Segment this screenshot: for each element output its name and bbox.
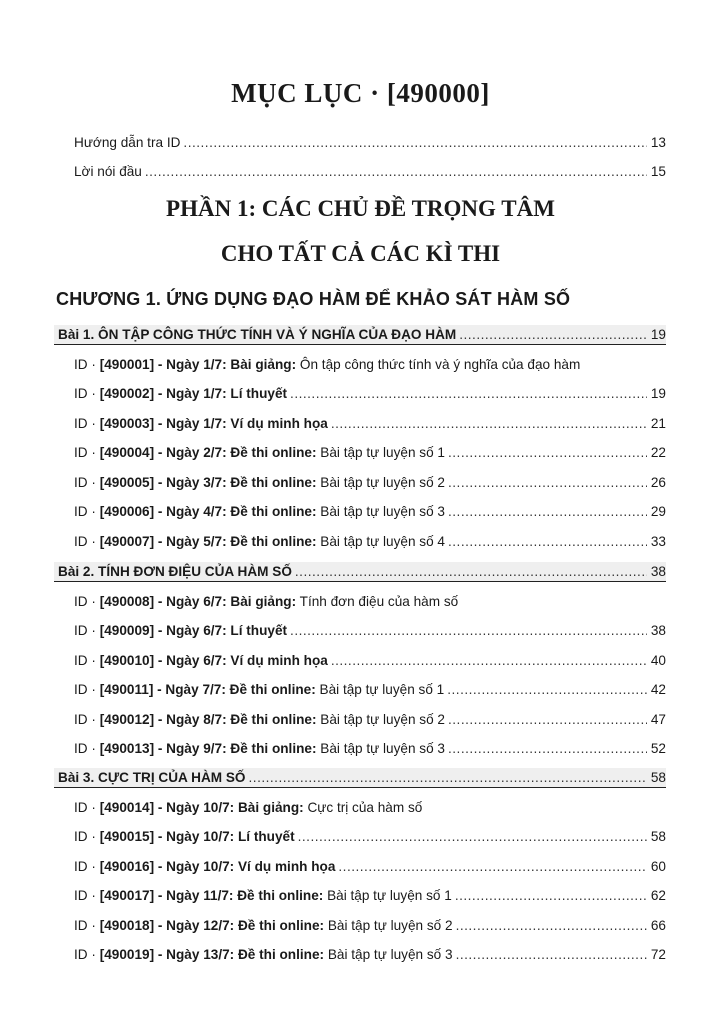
dot-leader xyxy=(448,473,647,493)
item-prefix: ID · xyxy=(74,741,100,756)
item-id: [490009] - Ngày 6/7: Lí thuyết xyxy=(99,623,288,638)
dot-leader xyxy=(448,739,647,759)
lesson-label: Bài 2. TÍNH ĐƠN ĐIỆU CỦA HÀM SỐ xyxy=(58,564,292,579)
dot-leader xyxy=(331,414,647,434)
toc-item[interactable] xyxy=(74,384,666,404)
item-prefix: ID · xyxy=(74,357,100,372)
item-label xyxy=(74,651,328,671)
item-label xyxy=(74,502,445,522)
toc-item[interactable] xyxy=(74,414,666,434)
item-desc: Bài tập tự luyện số 2 xyxy=(324,918,453,933)
toc-item[interactable] xyxy=(74,710,666,730)
item-id: [490018] - Ngày 12/7: Đề thi online: xyxy=(99,918,325,933)
item-label xyxy=(74,945,453,965)
item-id: [490006] - Ngày 4/7: Đề thi online: xyxy=(99,504,317,519)
item-page: 42 xyxy=(650,682,666,697)
item-id: [490004] - Ngày 2/7: Đề thi online: xyxy=(99,445,317,460)
item-label xyxy=(74,857,335,877)
item-id: [490001] - Ngày 1/7: Bài giảng: xyxy=(99,357,297,372)
item-prefix: ID · xyxy=(74,682,100,697)
part-title-line1: PHẦN 1: CÁC CHỦ ĐỀ TRỌNG TÂM xyxy=(166,196,555,221)
item-label xyxy=(74,916,453,936)
item-desc: Bài tập tự luyện số 3 xyxy=(316,504,445,519)
item-prefix: ID · xyxy=(74,829,100,844)
item-page: 58 xyxy=(650,829,666,844)
lesson-heading-2[interactable] xyxy=(54,562,666,582)
chapter-heading: CHƯƠNG 1. ỨNG DỤNG ĐẠO HÀM ĐỂ KHẢO SÁT HÀM SỐ xyxy=(56,289,571,309)
item-desc: Bài tập tự luyện số 2 xyxy=(316,712,445,727)
item-page: 72 xyxy=(650,947,666,962)
toc-item[interactable] xyxy=(74,857,666,877)
item-prefix: ID · xyxy=(74,594,100,609)
item-label xyxy=(74,680,444,700)
item-desc: Bài tập tự luyện số 1 xyxy=(316,445,445,460)
item-page: 19 xyxy=(650,386,666,401)
toc-item[interactable] xyxy=(74,532,666,552)
toc-item[interactable] xyxy=(74,621,666,641)
item-label xyxy=(74,798,422,818)
dot-leader xyxy=(448,443,647,463)
item-prefix: ID · xyxy=(74,800,100,815)
dot-leader xyxy=(456,945,647,965)
item-prefix: ID · xyxy=(74,712,100,727)
item-prefix: ID · xyxy=(74,475,100,490)
item-page: 47 xyxy=(650,712,666,727)
dot-leader xyxy=(290,621,647,641)
toc-item[interactable] xyxy=(74,592,666,612)
item-page: 60 xyxy=(650,859,666,874)
lesson-heading-3[interactable] xyxy=(54,768,666,788)
item-label xyxy=(74,592,458,612)
item-page: 26 xyxy=(650,475,666,490)
toc-item[interactable] xyxy=(74,798,666,818)
item-id: [490003] - Ngày 1/7: Ví dụ minh họa xyxy=(99,416,328,431)
dot-leader xyxy=(448,710,647,730)
item-id: [490010] - Ngày 6/7: Ví dụ minh họa xyxy=(99,653,328,668)
item-prefix: ID · xyxy=(74,918,100,933)
toc-item[interactable] xyxy=(74,355,666,375)
item-label xyxy=(74,621,287,641)
item-prefix: ID · xyxy=(74,534,100,549)
item-prefix: ID · xyxy=(74,504,100,519)
item-prefix: ID · xyxy=(74,653,100,668)
dot-leader xyxy=(298,827,647,847)
item-prefix: ID · xyxy=(74,445,100,460)
lesson-label: Bài 3. CỰC TRỊ CỦA HÀM SỐ xyxy=(58,770,246,785)
dot-leader xyxy=(455,886,647,906)
item-prefix: ID · xyxy=(74,947,100,962)
toc-item[interactable] xyxy=(74,651,666,671)
item-prefix: ID · xyxy=(74,623,100,638)
item-prefix: ID · xyxy=(74,888,100,903)
entry-page: 15 xyxy=(650,164,666,179)
item-id: [490019] - Ngày 13/7: Đề thi online: xyxy=(99,947,325,962)
item-prefix: ID · xyxy=(74,386,100,401)
item-page: 21 xyxy=(650,416,666,431)
dot-leader xyxy=(331,651,647,671)
toc-item[interactable] xyxy=(74,916,666,936)
item-page: 29 xyxy=(650,504,666,519)
lesson-heading-1[interactable] xyxy=(54,325,666,345)
toc-item[interactable] xyxy=(74,739,666,759)
dot-leader xyxy=(249,768,647,788)
dot-leader xyxy=(448,532,647,552)
item-label xyxy=(74,414,328,434)
item-prefix: ID · xyxy=(74,416,100,431)
item-id: [490016] - Ngày 10/7: Ví dụ minh họa xyxy=(99,859,336,874)
dot-leader xyxy=(447,680,647,700)
dot-leader xyxy=(456,916,647,936)
page-title: MỤC LỤC · [490000] xyxy=(231,78,490,108)
item-id: [490012] - Ngày 8/7: Đề thi online: xyxy=(99,712,317,727)
item-id: [490008] - Ngày 6/7: Bài giảng: xyxy=(99,594,297,609)
item-id: [490017] - Ngày 11/7: Đề thi online: xyxy=(99,888,324,903)
item-desc: Tính đơn điệu của hàm số xyxy=(296,594,459,609)
item-label xyxy=(74,473,445,493)
item-desc: Bài tập tự luyện số 1 xyxy=(323,888,452,903)
dot-leader xyxy=(183,133,647,153)
lesson-page: 38 xyxy=(650,564,666,579)
dot-leader xyxy=(459,325,647,345)
item-page: 38 xyxy=(650,623,666,638)
entry-label: Lời nói đầu xyxy=(74,164,142,179)
item-label xyxy=(74,355,580,375)
item-label xyxy=(74,532,445,552)
toc-item[interactable] xyxy=(74,443,666,463)
item-desc: Bài tập tự luyện số 3 xyxy=(324,947,453,962)
item-desc: Bài tập tự luyện số 3 xyxy=(316,741,445,756)
dot-leader xyxy=(448,502,647,522)
item-desc: Bài tập tự luyện số 1 xyxy=(315,682,445,697)
item-label xyxy=(74,739,445,759)
lesson-label: Bài 1. ÔN TẬP CÔNG THỨC TÍNH VÀ Ý NGHĨA CỦA ĐẠO HÀM xyxy=(58,327,457,342)
toc-item[interactable] xyxy=(74,502,666,522)
dot-leader xyxy=(290,384,647,404)
toc-item[interactable] xyxy=(74,827,666,847)
item-label xyxy=(74,886,452,906)
item-id: [490014] - Ngày 10/7: Bài giảng: xyxy=(99,800,304,815)
toc-item[interactable] xyxy=(74,680,666,700)
item-label xyxy=(74,710,445,730)
item-label xyxy=(74,384,287,404)
item-desc: Ôn tập công thức tính và ý nghĩa của đạo hàm xyxy=(296,357,581,372)
item-id: [490011] - Ngày 7/7: Đề thi online: xyxy=(99,682,316,697)
item-page: 52 xyxy=(650,741,666,756)
item-page: 33 xyxy=(650,534,666,549)
item-id: [490013] - Ngày 9/7: Đề thi online: xyxy=(99,741,317,756)
dot-leader xyxy=(295,562,647,582)
lesson-page: 58 xyxy=(650,770,666,785)
item-id: [490015] - Ngày 10/7: Lí thuyết xyxy=(99,829,295,844)
item-id: [490005] - Ngày 3/7: Đề thi online: xyxy=(99,475,317,490)
lesson-page: 19 xyxy=(650,327,666,342)
item-label xyxy=(74,827,295,847)
item-page: 22 xyxy=(650,445,666,460)
toc-item[interactable] xyxy=(74,886,666,906)
dot-leader xyxy=(338,857,647,877)
toc-entry-id-guide[interactable] xyxy=(74,133,666,153)
item-page: 40 xyxy=(650,653,666,668)
entry-page: 13 xyxy=(650,135,666,150)
item-desc: Cực trị của hàm số xyxy=(303,800,423,815)
item-page: 66 xyxy=(650,918,666,933)
item-page: 62 xyxy=(650,888,666,903)
item-prefix: ID · xyxy=(74,859,100,874)
item-id: [490007] - Ngày 5/7: Đề thi online: xyxy=(99,534,317,549)
item-label xyxy=(74,443,445,463)
item-id: [490002] - Ngày 1/7: Lí thuyết xyxy=(99,386,288,401)
item-desc: Bài tập tự luyện số 4 xyxy=(316,534,445,549)
item-desc: Bài tập tự luyện số 2 xyxy=(316,475,445,490)
toc-item[interactable] xyxy=(74,945,666,965)
entry-label: Hướng dẫn tra ID xyxy=(74,135,181,150)
dot-leader xyxy=(145,162,647,182)
toc-entry-preface[interactable] xyxy=(74,162,666,182)
toc-item[interactable] xyxy=(74,473,666,493)
part-title-line2: CHO TẤT CẢ CÁC KÌ THI xyxy=(220,241,501,266)
